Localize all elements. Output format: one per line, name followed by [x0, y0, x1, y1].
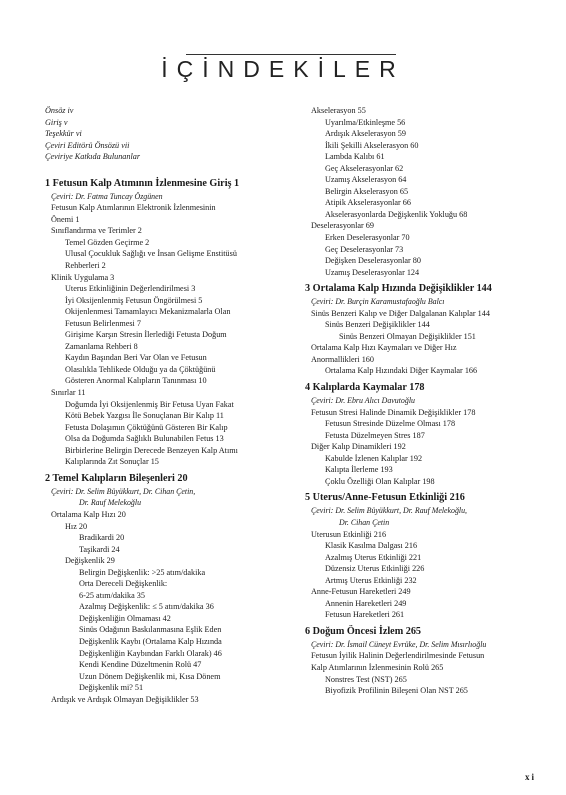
toc-entry: Kötü Bebek Yazgısı İle Sonuçlanan Bir Kalıp 11: [65, 411, 224, 421]
toc-entry: Akselerasyon 55: [311, 106, 366, 115]
toc-entry: Düzensiz Uterus Etkinliği 226: [325, 564, 425, 574]
toc-entry: Deselerasyonlar 69: [311, 221, 374, 231]
toc-entry: Fetusun Belirlenmesi 7: [65, 318, 141, 328]
toc-entry: Atipik Akselerasyonlar 66: [325, 198, 411, 208]
toc-entry: Sinüs Benzeri Değişiklikler 144: [325, 320, 430, 330]
toc-entry: İkili Şekilli Akselerasyon 60: [325, 140, 419, 150]
toc-entry: Anne-Fetusun Hareketleri 249: [311, 587, 411, 597]
toc-entry: Değişken Deselerasyonlar 80: [325, 256, 421, 266]
toc-entry: Kaydın Başından Beri Var Olan ve Fetusun: [65, 353, 207, 363]
toc-left-column: [45, 105, 290, 705]
toc-entry: Fetusta Dolaşımın Çöktüğünü Gösteren Bir Kalıp: [65, 422, 228, 432]
toc-entry: Erken Deselerasyonlar 70: [325, 233, 410, 243]
toc-entry: Değişkenliğin Kaybından Farklı Olarak) 46: [79, 648, 222, 658]
toc-entry: Sinüs Benzeri Kalıp ve Diğer Dalgalanan Kalıplar 144: [311, 308, 490, 318]
toc-entry: Uterusun Etkinliği 216: [311, 529, 387, 539]
toc-entry: Ortalama Kalp Hızındaki Diğer Kaymalar 166: [325, 366, 478, 376]
toc-entry: Okijenlenmesi Tamamlayıcı Mekanizmalarla Olan: [65, 307, 231, 317]
toc-front-matter-entry: Çeviri Editörü Önsözü vii: [45, 140, 130, 150]
toc-entry: Ardışık ve Ardışık Olmayan Değişiklikler 53: [51, 694, 199, 704]
toc-entry: Olasılıkla Tehlikede Olduğu ya da Çöktüğünü: [65, 364, 216, 374]
toc-entry: Gösteren Anormal Kalıpların Tanınması 10: [65, 376, 207, 386]
toc-entry: Hız 20: [65, 521, 88, 531]
toc-entry: Azalmış Değişkenlik: ≤ 5 atım/dakika 36: [79, 602, 214, 612]
toc-entry: Anormallikleri 160: [311, 354, 374, 364]
toc-entry: Önemi 1: [51, 214, 80, 224]
toc-entry: Fetusta Düzelmeyen Stres 187: [325, 430, 425, 440]
toc-translator-credit: Dr. Rauf Melekoğlu: [79, 498, 142, 508]
toc-front-matter-entry: Teşekkür vi: [45, 129, 82, 139]
toc-right-column: [305, 105, 535, 697]
toc-entry: Doğumda İyi Oksijenlenmiş Bir Fetusa Uyan Fakat: [65, 399, 234, 409]
toc-entry: Lambda Kalıbı 61: [325, 152, 385, 162]
toc-entry: Ortalama Kalp Hızı Kaymaları ve Diğer Hız: [311, 343, 457, 353]
toc-entry: Taşikardi 24: [79, 544, 120, 554]
toc-entry: İyi Oksijenlenmiş Fetusun Öngörülmesi 5: [65, 295, 203, 305]
toc-entry: Klasik Kasılma Dalgası 216: [325, 541, 418, 551]
toc-entry: Sınıflandırma ve Terimler 2: [51, 226, 142, 236]
page-title: İÇİNDEKİLER: [161, 56, 405, 82]
toc-entry: Sinüs Benzeri Olmayan Değişiklikler 151: [339, 331, 476, 341]
toc-entry: Bradikardi 20: [79, 533, 125, 543]
toc-entry: Geç Deselerasyonlar 73: [325, 244, 404, 254]
toc-entry: Kabulde İzlenen Kalıplar 192: [325, 453, 423, 463]
toc-translator-credit: Çeviri: Dr. Fatma Tuncay Özgünen: [51, 191, 163, 201]
toc-entry: Rehberleri 2: [65, 261, 106, 271]
toc-entry: Azalmış Uterus Etkinliği 221: [325, 552, 422, 562]
toc-entry: Uterus Etkinliğinin Değerlendirilmesi 3: [65, 284, 196, 294]
toc-entry: Uzamış Deselerasyonlar 124: [325, 267, 420, 277]
toc-chapter-heading: 6 Doğum Öncesi İzlem 265: [305, 625, 422, 637]
toc-chapter-heading: 1 Fetusun Kalp Atımının İzlenmesine Giriş 1: [45, 177, 240, 189]
toc-entry: Belirgin Değişkenlik: >25 atım/dakika: [79, 567, 206, 577]
toc-front-matter-entry: Giriş v: [45, 117, 68, 127]
toc-entry: Uzun Dönem Değişkenlik mi, Kısa Dönem: [79, 671, 221, 681]
toc-entry: Değişkenlik Kaybı (Ortalama Kalp Hızında: [79, 636, 222, 646]
toc-entry: Fetusun İyilik Halinin Değerlendirilmesinde Fetusun: [311, 651, 485, 661]
toc-entry: Fetusun Stresi Halinde Dinamik Değişiklikler 178: [311, 407, 476, 417]
toc-entry: Fetusun Kalp Atımlarının Elektronik İzlenmesinin: [51, 203, 216, 213]
toc-entry: Biyofizik Profilinin Bileşeni Olan NST 265: [325, 686, 468, 696]
toc-entry: Değişkenliğin Olmaması 42: [79, 613, 171, 623]
toc-translator-credit: Çeviri: Dr. Burçin Karamustafaoğlu Balcı: [311, 297, 445, 307]
toc-entry: Girişime Karşın Stresin İlerlediği Fetusta Doğum: [65, 330, 227, 340]
toc-entry: Annenin Hareketleri 249: [325, 598, 407, 608]
toc-translator-credit: Dr. Cihan Çetin: [339, 517, 390, 527]
toc-chapter-heading: 2 Temel Kalıpların Bileşenleri 20: [45, 472, 188, 484]
toc-entry: Akselerasyonlarda Değişkenlik Yokluğu 68: [325, 209, 468, 219]
toc-entry: Değişkenlik mi? 51: [79, 683, 144, 693]
toc-entry: Kalıplarında Zıt Sonuçlar 15: [65, 457, 159, 467]
toc-entry: Diğer Kalıp Dinamikleri 192: [311, 442, 406, 452]
toc-translator-credit: Çeviri: Dr. İsmail Cüneyt Evrüke, Dr. Selim Mısırlıoğlu: [311, 639, 487, 649]
toc-entry: Değişkenlik 29: [65, 556, 115, 566]
toc-entry: Belirgin Akselerasyon 65: [325, 186, 409, 196]
toc-entry: Sınırlar 11: [51, 388, 86, 398]
toc-entry: Sinüs Odağının Baskılanmasına Eşlik Eden: [79, 625, 222, 635]
toc-entry: Uzamış Akselerasyon 64: [325, 175, 407, 185]
toc-entry: Klinik Uygulama 3: [51, 272, 115, 282]
toc-chapter-heading: 3 Ortalama Kalp Hızında Değişiklikler 144: [305, 283, 492, 295]
title-rule: [186, 54, 396, 55]
toc-entry: Ardışık Akselerasyon 59: [325, 129, 406, 139]
toc-front-matter-entry: Çeviriye Katkıda Bulunanlar: [45, 152, 141, 162]
toc-entry: Orta Dereceli Değişkenlik:: [79, 579, 168, 589]
toc-entry: Fetusun Stresinde Düzelme Olması 178: [325, 419, 456, 429]
toc-entry: Kalıpta İlerleme 193: [325, 465, 393, 475]
toc-entry: Çoklu Özelliği Olan Kalıplar 198: [325, 476, 435, 486]
toc-translator-credit: Çeviri: Dr. Ebru Alıcı Davutoğlu: [311, 396, 415, 406]
toc-entry: Geç Akselerasyonlar 62: [325, 163, 404, 173]
toc-entry: Olsa da Doğumda Sağlıklı Bulunabilen Fetus 13: [65, 434, 224, 444]
toc-entry: Kendi Kendine Düzeltmenin Rolü 47: [79, 660, 202, 670]
toc-entry: Uyarılma/Etkinleşme 56: [325, 117, 406, 127]
toc-entry: Kalp Atımlarının İzlenmesinin Rolü 265: [311, 662, 444, 672]
toc-entry: Birbirlerine Belirgin Derecede Benzeyen Kalp Atımı: [65, 445, 238, 455]
toc-translator-credit: Çeviri: Dr. Selim Büyükkurt, Dr. Cihan Çetin,: [51, 486, 196, 496]
toc-entry: Artmış Uterus Etkinliği 232: [325, 575, 417, 585]
toc-entry: Ulusal Çocukluk Sağlığı ve İnsan Gelişme Enstitüsü: [65, 249, 237, 259]
toc-entry: 6-25 atım/dakika 35: [79, 590, 145, 600]
toc-entry: Temel Gözden Geçirme 2: [65, 237, 150, 247]
page-number: xi: [524, 772, 536, 782]
toc-spacer: [45, 163, 290, 173]
toc-entry: Fetusun Hareketleri 261: [325, 610, 405, 620]
toc-entry: Zamanlama Rehberi 8: [65, 341, 138, 351]
toc-entry: Ortalama Kalp Hızı 20: [51, 509, 126, 519]
toc-chapter-heading: 4 Kalıplarda Kaymalar 178: [305, 382, 425, 394]
toc-front-matter-entry: Önsöz iv: [45, 106, 74, 115]
toc-entry: Nonstres Test (NST) 265: [325, 674, 407, 684]
toc-translator-credit: Çeviri: Dr. Selim Büyükkurt, Dr. Rauf Melekoğlu,: [311, 506, 468, 516]
toc-chapter-heading: 5 Uterus/Anne-Fetusun Etkinliği 216: [305, 492, 465, 504]
